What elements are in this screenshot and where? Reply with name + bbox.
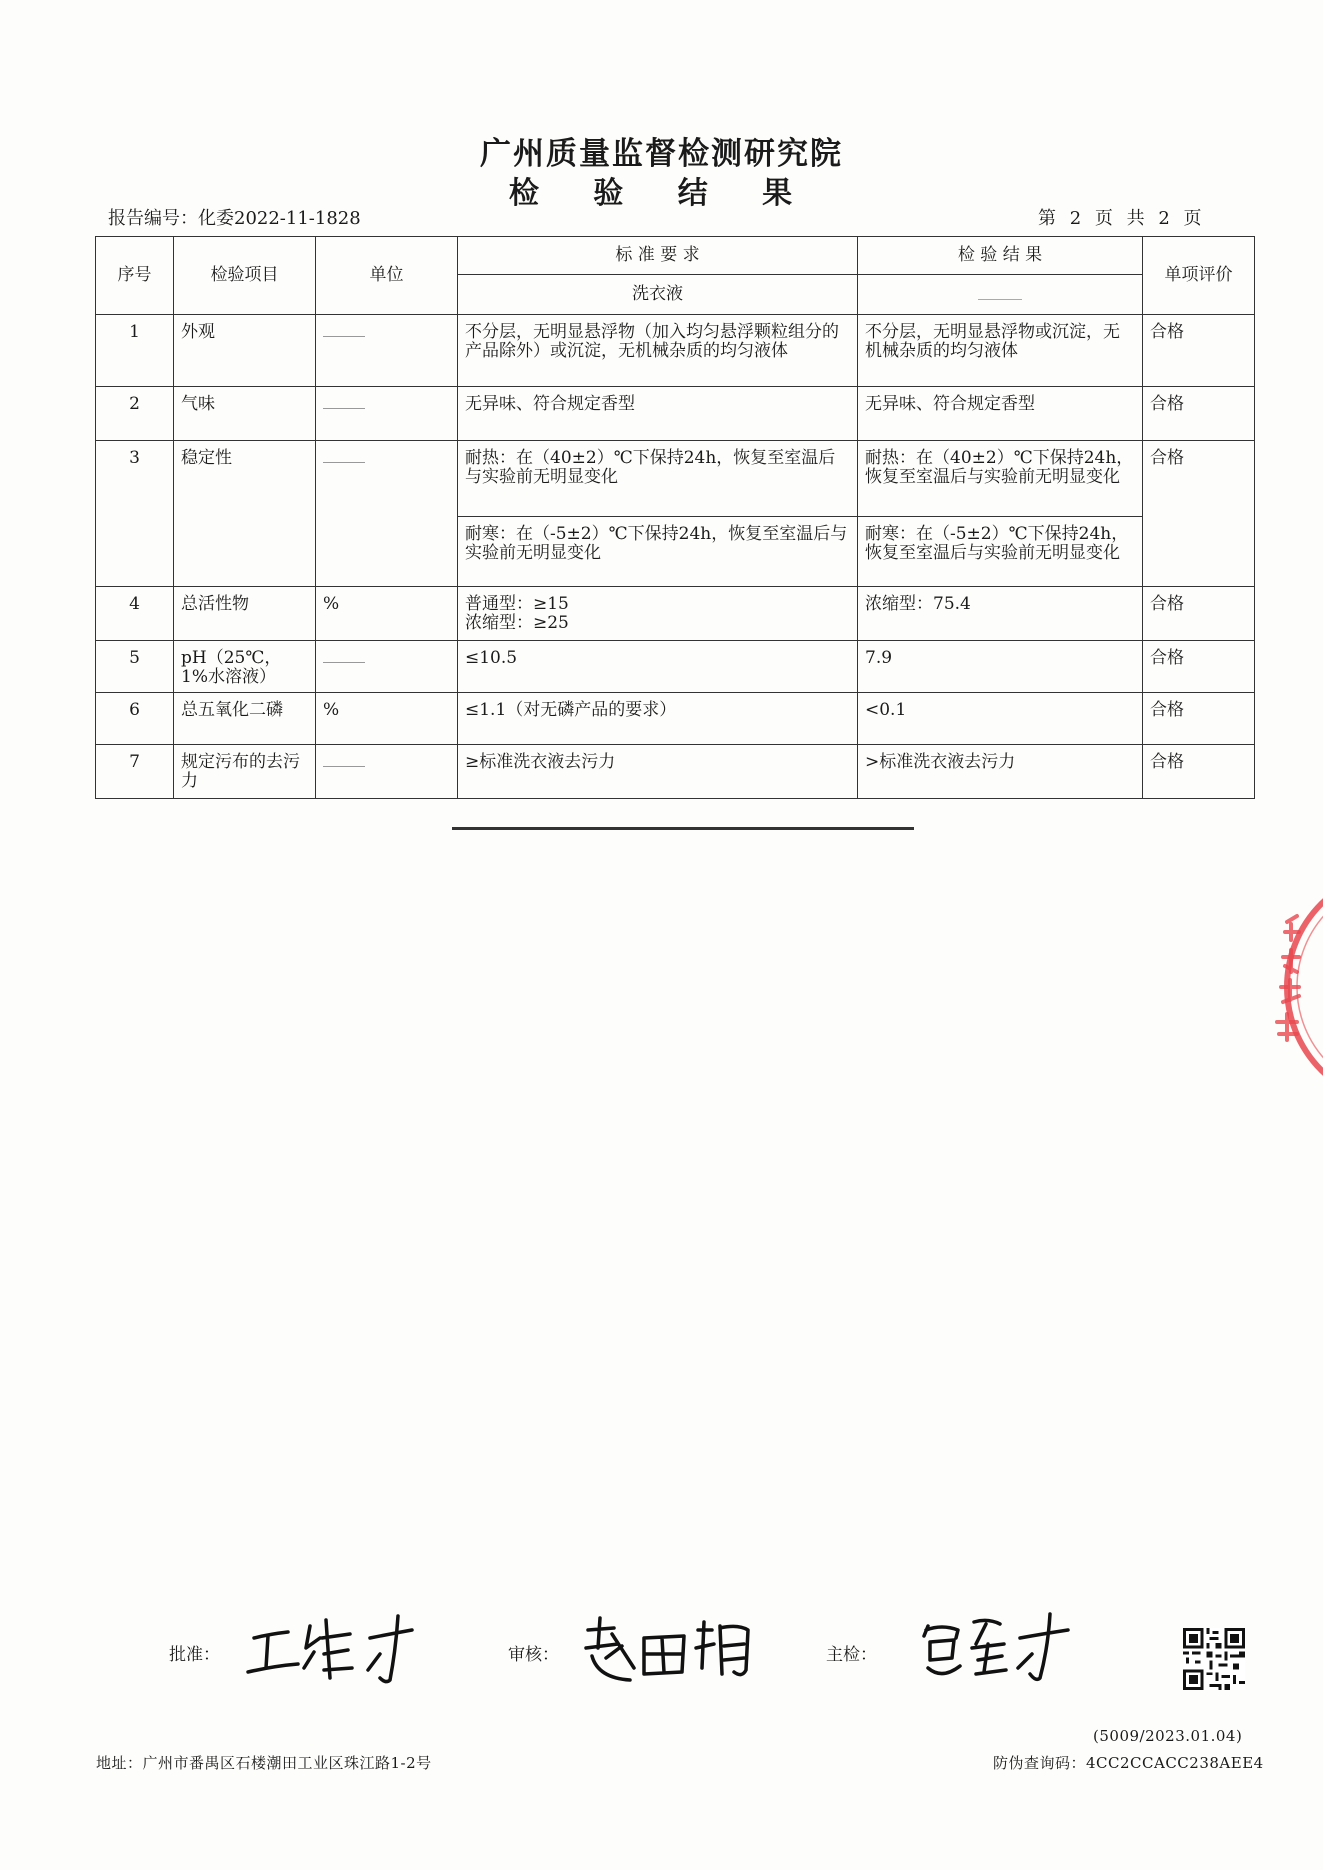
approver-signature-icon <box>240 1608 430 1688</box>
row-requirement: 耐寒：在（-5±2）℃下保持24h，恢复至室温后与实验前无明显变化 <box>458 517 858 587</box>
form-code: (5009/2023.01.04) <box>1093 1727 1243 1745</box>
table-row <box>96 587 1255 641</box>
header-result-sub <box>858 275 1143 315</box>
row-requirement: ≥标准洗衣液去污力 <box>458 745 858 799</box>
header-evaluation: 单项评价 <box>1143 237 1255 315</box>
row-unit: % <box>316 693 458 745</box>
row-item: 总活性物 <box>174 587 316 641</box>
row-seq: 7 <box>96 745 174 799</box>
header-result: 检 验 结 果 <box>858 237 1143 275</box>
header-requirement: 标 准 要 求 <box>458 237 858 275</box>
row-unit: % <box>316 587 458 641</box>
row-seq: 1 <box>96 315 174 387</box>
row-result: 无异味、符合规定香型 <box>858 387 1143 441</box>
row-requirement: 耐热：在（40±2）℃下保持24h，恢复至室温后与实验前无明显变化 <box>458 441 858 517</box>
row-item: 规定污布的去污力 <box>174 745 316 799</box>
reviewer-signature-icon <box>578 1608 768 1688</box>
row-evaluation: 合格 <box>1143 315 1255 387</box>
dash-placeholder <box>323 336 365 337</box>
table-row <box>96 315 1255 387</box>
row-result: 浓缩型：75.4 <box>858 587 1143 641</box>
table-row <box>96 641 1255 693</box>
row-unit <box>316 641 458 693</box>
row-seq: 4 <box>96 587 174 641</box>
header-unit: 单位 <box>316 237 458 315</box>
row-result: >标准洗衣液去污力 <box>858 745 1143 799</box>
row-requirement: ≤1.1（对无磷产品的要求） <box>458 693 858 745</box>
row-result: 不分层，无明显悬浮物或沉淀，无机械杂质的均匀液体 <box>858 315 1143 387</box>
review-label: 审核： <box>508 1645 559 1665</box>
row-unit <box>316 387 458 441</box>
inspect-label: 主检： <box>826 1645 877 1665</box>
row-result: 耐寒：在（-5±2）℃下保持24h，恢复至室温后与实验前无明显变化 <box>858 517 1143 587</box>
inspector-signature-icon <box>912 1608 1082 1688</box>
row-unit <box>316 315 458 387</box>
requirement-line: 普通型：≥15 <box>465 594 569 614</box>
anti-fake-code: 防伪查询码：4CC2CCACC238AEE4 <box>993 1754 1264 1772</box>
dash-placeholder <box>323 662 365 663</box>
row-requirement <box>458 587 858 641</box>
row-seq: 6 <box>96 693 174 745</box>
row-item: 气味 <box>174 387 316 441</box>
row-seq: 2 <box>96 387 174 441</box>
qr-code-icon <box>1183 1628 1245 1690</box>
row-result: 7.9 <box>858 641 1143 693</box>
row-unit <box>316 441 458 587</box>
end-rule <box>452 827 914 830</box>
header-seq: 序号 <box>96 237 174 315</box>
table-row <box>96 441 1255 517</box>
report-number: 报告编号：化委2022-11-1828 <box>108 208 361 229</box>
row-evaluation: 合格 <box>1143 587 1255 641</box>
dash-placeholder <box>323 766 365 767</box>
row-item: 总五氧化二磷 <box>174 693 316 745</box>
row-seq: 5 <box>96 641 174 693</box>
header-item: 检验项目 <box>174 237 316 315</box>
page-info: 第 2 页 共 2 页 <box>1038 208 1202 229</box>
row-item: 外观 <box>174 315 316 387</box>
row-seq: 3 <box>96 441 174 587</box>
row-evaluation: 合格 <box>1143 441 1255 587</box>
row-evaluation: 合格 <box>1143 387 1255 441</box>
header-requirement-sub: 洗衣液 <box>458 275 858 315</box>
row-evaluation: 合格 <box>1143 745 1255 799</box>
row-requirement: 无异味、符合规定香型 <box>458 387 858 441</box>
address: 地址：广州市番禺区石楼潮田工业区珠江路1-2号 <box>96 1754 432 1772</box>
dash-placeholder <box>323 462 365 463</box>
row-evaluation: 合格 <box>1143 693 1255 745</box>
row-result: <0.1 <box>858 693 1143 745</box>
table-row <box>96 387 1255 441</box>
dash-placeholder <box>978 299 1022 300</box>
approve-label: 批准： <box>169 1645 220 1665</box>
row-requirement: 不分层，无明显悬浮物（加入均匀悬浮颗粒组分的产品除外）或沉淀，无机械杂质的均匀液体 <box>458 315 858 387</box>
row-item: pH（25℃，1%水溶液） <box>174 641 316 693</box>
official-seal-icon <box>1255 862 1323 1112</box>
row-item: 稳定性 <box>174 441 316 587</box>
table-row <box>96 693 1255 745</box>
results-table <box>95 236 1255 799</box>
dash-placeholder <box>323 408 365 409</box>
institute-title: 广州质量监督检测研究院 <box>480 136 843 172</box>
document-subtitle: 检 验 结 果 <box>508 176 815 211</box>
row-requirement: ≤10.5 <box>458 641 858 693</box>
row-evaluation: 合格 <box>1143 641 1255 693</box>
row-unit <box>316 745 458 799</box>
row-result: 耐热：在（40±2）℃下保持24h，恢复至室温后与实验前无明显变化 <box>858 441 1143 517</box>
requirement-line: 浓缩型：≥25 <box>465 613 569 633</box>
table-row <box>96 745 1255 799</box>
